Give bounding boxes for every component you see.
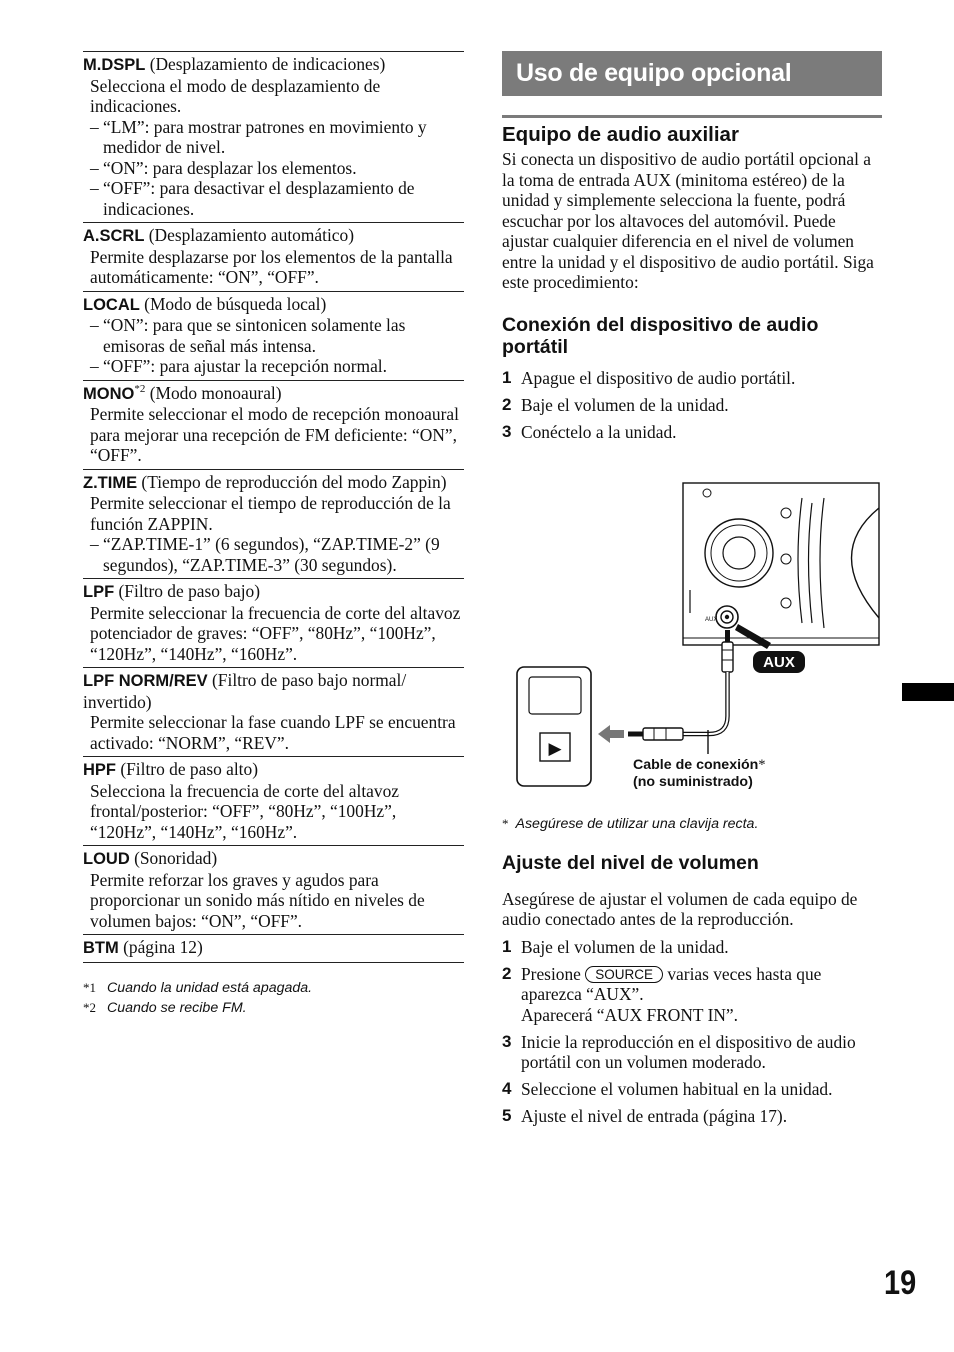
setting-header — [83, 225, 464, 247]
panel-button — [781, 508, 791, 518]
section-title: Uso de equipo opcional — [502, 51, 882, 96]
diagram-note-text: Asegúrese de utilizar una clavija recta. — [515, 816, 759, 832]
step-number: 2 — [502, 963, 512, 983]
setting-description: Permite desplazarse por los elementos de la pantalla automáticamente: “ON”, “OFF”. — [90, 246, 453, 287]
page-number: 19 — [884, 1264, 917, 1302]
step-text: Seleccione el volumen habitual en la unidad. — [521, 1079, 833, 1099]
setting-description: Permite seleccionar el tiempo de reproducción de la función ZAPPIN. — [90, 493, 451, 534]
setting-entry — [83, 934, 464, 962]
setting-option: – “LM”: para mostrar patrones en movimiento y medidor de nivel. — [90, 116, 427, 157]
footnote-1 — [83, 978, 464, 998]
setting-term: M.DSPL — [83, 56, 146, 74]
step-text-after: varias veces hasta que aparezca “AUX”. — [521, 963, 822, 1004]
setting-option: – “OFF”: para desactivar el desplazamiento de indicaciones. — [90, 178, 415, 219]
cable-label-line1: Cable de conexión — [633, 757, 759, 773]
setting-term: A.SCRL — [83, 227, 145, 245]
setting-term: LPF — [83, 583, 115, 601]
setting-subtitle: (página 12) — [118, 937, 203, 957]
setting-entry — [83, 756, 464, 845]
setting-header — [83, 759, 464, 781]
connect-step — [502, 422, 882, 443]
volume-steps — [502, 937, 882, 1127]
plug-body — [722, 642, 733, 672]
volume-step — [502, 1032, 882, 1073]
aux-panel-label: AUX — [705, 617, 718, 623]
setting-term: Z.TIME — [83, 473, 138, 492]
footnote-mark: *2 — [83, 999, 96, 1015]
footnote-mark: *1 — [83, 979, 96, 995]
aux-heading: Equipo de audio auxiliar — [502, 123, 739, 146]
setting-header — [83, 383, 464, 405]
panel-curve — [798, 498, 802, 623]
device-plug-body — [643, 728, 683, 740]
setting-header — [83, 848, 464, 870]
volume-step — [502, 937, 882, 958]
panel-button — [781, 598, 791, 608]
play-icon: ▶ — [548, 739, 562, 759]
step-number: 3 — [502, 421, 512, 441]
setting-subtitle: (Sonoridad) — [129, 848, 218, 868]
panel-curve — [809, 503, 813, 623]
volume-step — [502, 964, 882, 1026]
section-rule — [502, 115, 882, 118]
chapter-tab — [902, 683, 954, 701]
step-text — [521, 964, 882, 1026]
setting-subtitle: (Tiempo de reproducción del modo Zappin) — [137, 471, 447, 492]
plug-tip — [725, 630, 730, 642]
setting-subtitle: (Filtro de paso bajo normal/ invertido) — [83, 670, 407, 712]
volume-step — [502, 1079, 882, 1100]
setting-subtitle: (Filtro de paso bajo) — [114, 581, 261, 601]
volume-heading: Ajuste del nivel de volumen — [502, 852, 759, 874]
device-screen — [529, 677, 581, 714]
head-unit-panel — [683, 483, 879, 645]
settings-entries — [83, 51, 464, 962]
setting-entry — [83, 51, 464, 222]
connect-steps — [502, 368, 882, 443]
step-number: 5 — [502, 1106, 512, 1125]
step-text-before: Presione — [521, 963, 586, 984]
setting-header — [83, 294, 464, 316]
step-number: 4 — [502, 1079, 512, 1098]
setting-term: LPF NORM/REV — [83, 672, 208, 690]
control-dial-center — [723, 537, 755, 569]
unit-plug — [722, 630, 733, 672]
setting-term: LOUD — [83, 850, 130, 868]
setting-description: Selecciona la frecuencia de corte del altavoz frontal/posterior: “OFF”, “80Hz”, “100Hz”, “120Hz”, “140Hz”, “160Hz”. — [90, 780, 399, 842]
setting-option: – “OFF”: para ajustar la recepción normal. — [90, 356, 387, 376]
connect-step — [502, 395, 882, 416]
setting-description: Permite reforzar los graves y agudos para proporcionar un sonido más nítido en niveles de volumen bajos: “ON”, “OFF”. — [90, 869, 425, 931]
footnote-text: Cuando se recibe FM. — [107, 999, 247, 1016]
setting-subtitle: (Modo monoaural) — [145, 382, 282, 403]
setting-header — [83, 472, 464, 494]
cable-label — [633, 757, 765, 791]
setting-entry — [83, 469, 464, 579]
setting-description: Permite seleccionar la frecuencia de corte del altavoz potenciador de graves: “OFF”, “80Hz”, “100Hz”, “120Hz”, “140Hz”, “160Hz”. — [90, 602, 461, 664]
volume-intro: Asegúrese de ajustar el volumen de cada equipo de audio conectado antes de la reproducción. — [502, 888, 858, 929]
connect-heading: Conexión del dispositivo de audio portátil — [502, 313, 819, 358]
list-end-rule — [83, 962, 464, 964]
setting-subtitle: (Modo de búsqueda local) — [139, 293, 327, 314]
setting-entry — [83, 578, 464, 667]
setting-header — [83, 937, 464, 959]
direction-arrow — [598, 725, 624, 743]
setting-entry — [83, 291, 464, 380]
setting-term: LOCAL — [83, 295, 140, 314]
panel-curve — [820, 498, 824, 628]
step-number: 2 — [502, 394, 512, 414]
step-result: Aparecerá “AUX FRONT IN”. — [521, 1004, 738, 1025]
setting-subtitle: (Desplazamiento automático) — [144, 225, 354, 245]
volume-section — [502, 814, 882, 1133]
step-text: Baje el volumen de la unidad. — [521, 936, 729, 957]
step-text: Inicie la reproducción en el dispositivo de audio portátil con un volumen moderado. — [521, 1031, 856, 1072]
control-dial-outer — [705, 519, 773, 587]
aux-badge — [753, 651, 805, 673]
setting-option: – “ON”: para desplazar los elementos. — [90, 157, 357, 178]
portable-audio-device — [517, 667, 591, 786]
aux-jack-center — [725, 615, 729, 619]
panel-hole — [703, 489, 711, 497]
setting-entry — [83, 845, 464, 934]
step-text: Conéctelo a la unidad. — [521, 421, 677, 442]
setting-description: Permite seleccionar la fase cuando LPF se encuentra activado: “NORM”, “REV”. — [90, 712, 456, 753]
panel-curve — [852, 508, 880, 618]
setting-entry — [83, 380, 464, 469]
optional-equipment-section — [502, 51, 882, 449]
cable-label-asterisk: * — [758, 757, 766, 773]
step-number: 1 — [502, 367, 512, 387]
setting-header — [83, 670, 464, 712]
volume-step — [502, 1106, 882, 1127]
aux-intro: Si conecta un dispositivo de audio portátil opcional a la toma de entrada AUX (minitoma estéreo) de la unidad y simplemente selecciona la fuente, podrá escuchar por los altavoces del automóvil. Puede ajustar cualquier diferencia en el nivel de volumen entre la unidad y el dispositivo de audio portátil. Siga este procedimiento: — [502, 149, 874, 292]
source-button: SOURCE — [585, 966, 663, 983]
panel-button — [781, 554, 791, 564]
device-plug-tip — [628, 732, 643, 737]
connection-cable — [683, 672, 728, 734]
footnote-2 — [83, 998, 464, 1018]
setting-term: HPF — [83, 761, 116, 779]
setting-entry — [83, 667, 464, 756]
setting-subtitle: (Desplazamiento de indicaciones) — [145, 54, 386, 74]
connection-cable-core — [683, 672, 728, 734]
setting-term: BTM — [83, 939, 119, 957]
step-text: Baje el volumen de la unidad. — [521, 394, 729, 415]
setting-subtitle: (Filtro de paso alto) — [116, 759, 258, 779]
setting-description: Permite seleccionar el modo de recepción monoaural para mejorar una recepción de FM deficiente: “ON”, “OFF”. — [90, 404, 459, 465]
footnote-ref: *2 — [134, 382, 146, 395]
control-dial-ring — [711, 525, 767, 581]
connection-illustration — [502, 478, 882, 798]
device-plug — [628, 728, 683, 740]
setting-option: – “ON”: para que se sintonicen solamente las emisoras de señal más intensa. — [90, 315, 406, 356]
aux-connection-diagram — [502, 478, 882, 798]
diagram-note-mark: * — [502, 816, 509, 831]
setting-header — [83, 581, 464, 603]
footnote-text: Cuando la unidad está apagada. — [107, 979, 313, 996]
step-text: Ajuste el nivel de entrada (página 17). — [521, 1106, 788, 1126]
step-number: 3 — [502, 1031, 512, 1051]
setting-description: Selecciona el modo de desplazamiento de indicaciones. — [90, 75, 381, 116]
setting-option: – “ZAP.TIME-1” (6 segundos), “ZAP.TIME-2” (9 segundos), “ZAP.TIME-3” (30 segundos). — [90, 534, 440, 575]
step-number: 1 — [502, 936, 512, 956]
step-text: Apague el dispositivo de audio portátil. — [521, 367, 796, 388]
settings-list — [83, 51, 464, 1018]
setting-term: MONO — [83, 384, 135, 403]
diagram-note — [502, 814, 882, 835]
connect-step — [502, 368, 882, 389]
aux-badge-label: AUX — [763, 654, 795, 671]
cable-label-line2: (no suministrado) — [633, 774, 753, 790]
left-footnotes — [83, 978, 464, 1018]
setting-entry — [83, 222, 464, 291]
setting-header — [83, 54, 464, 76]
